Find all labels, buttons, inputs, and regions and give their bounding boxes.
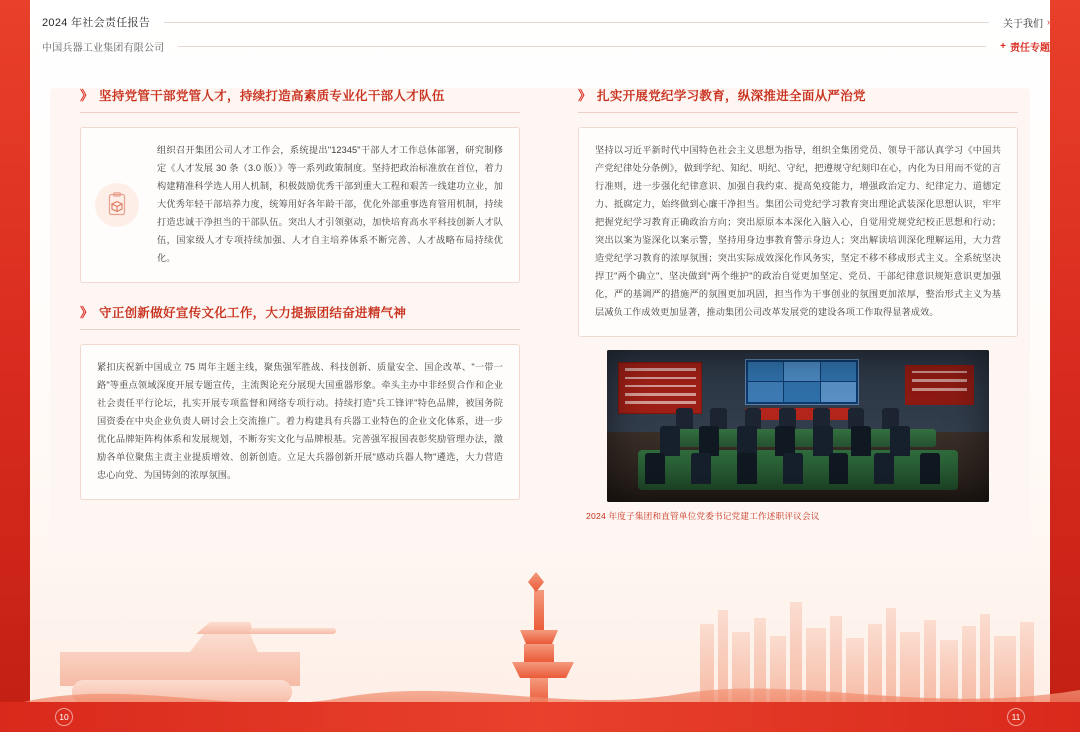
company-name: 中国兵器工业集团有限公司 [42, 42, 165, 54]
clipboard-box-icon [95, 183, 139, 227]
photo-caption: 2024 年度子集团和直管单位党委书记党建工作述职评议会议 [586, 511, 820, 521]
double-chevron-icon: 》 [80, 88, 92, 103]
section-title: 坚持党管干部党管人才，持续打造高素质专业化干部人才队伍 [99, 89, 445, 103]
report-title: 2024 年社会责任报告 [42, 17, 151, 29]
double-chevron-icon: 》 [80, 304, 92, 320]
section-talent-management [80, 88, 520, 283]
nav-responsibility-topic-label: 责任专题 [1010, 42, 1050, 54]
photo-vignette [607, 350, 989, 502]
section-body-text: 组织召开集团公司人才工作会，系统提出"12345"干部人才工作总体部署，研究制修定《人才发展 30 条（3.0 版）》等一系列政策制度。坚持把政治标准放在首位，着力构建精准科学选人用人机制，积极鼓励优秀干部到重大工程和艰苦一线建功立业，加大优秀年轻干部培养力度，统筹用好各年龄干部，优化外部重事选育管用机制，持续打造忠诚干净担当的干部队伍。突出人才引领驱动，加快培育高水平科技创新人才队伍，国家级人才专项持续加强、人才自主培养体系不断完善、人才战略布局持续优化。 [157, 145, 503, 263]
conference-room-photo [607, 350, 989, 502]
section-rule [80, 329, 520, 330]
chevron-right-icon: › [1047, 17, 1050, 27]
section-body-box [80, 127, 520, 283]
header-row-secondary [30, 38, 1050, 54]
section-rule [80, 112, 520, 113]
photo-block [578, 350, 1018, 528]
header-divider-2 [178, 46, 986, 47]
page-number-right: 11 [1011, 712, 1021, 722]
section-rule [578, 112, 1018, 113]
section-title: 扎实开展党纪学习教育，纵深推进全面从严治党 [597, 89, 866, 103]
content-card [50, 88, 1030, 550]
section-title: 守正创新做好宣传文化工作，大力提振团结奋进精气神 [99, 305, 407, 320]
section-publicity-culture [80, 305, 520, 500]
header-divider [164, 22, 989, 23]
right-column [578, 88, 1018, 337]
section-header [80, 305, 520, 321]
nav-about-us-label: 关于我们 [1003, 18, 1043, 30]
nav-about-us[interactable] [1003, 15, 1050, 30]
double-chevron-icon: 》 [578, 88, 590, 103]
section-body-text: 坚持以习近平新时代中国特色社会主义思想为指导，组织全集团党员、领导干部认真学习《中国共产党纪律处分条例》，做到学纪、知纪、明纪、守纪，把遵规守纪刻印在心，内化为日用而不觉的言行准则，进一步强化纪律意识、加强自我约束、提高免疫能力，增强政治定力、纪律定力、道德定力、抵腐定力，始终做到心廉干净担当。集团公司党纪学习教育突出理论武装深化思想认识，牢牢把握党纪学习教育正确政治方向；突出原原本本深化入脑入心，自觉用党规党纪校正思想和行动；突出以案为鉴深化以案示警，坚持用身边事教育警示身边人；突出解读培训深化理解运用，大力营造党纪学习教育的浓厚氛围；突出实际成效深化作风务实，坚定不移不移成形式主义。全系统坚决捍卫"两个确立"、坚决做到"两个维护"的政治自觉更加坚定、党员、干部纪律意识规矩意识更加强化，严的基调严的措施严的氛围更加巩固，担当作为干事创业的氛围更加浓厚，整治形式主义为基层减负工作成效更加显著，推动集团公司改革发展党的建设各项工作取得显著成效。 [595, 145, 1001, 317]
page-number-left: 10 [59, 712, 69, 722]
section-party-discipline-education [578, 88, 1018, 337]
header-row-primary [30, 13, 1050, 31]
plus-icon: + [1000, 40, 1006, 52]
page-header [30, 0, 1050, 62]
left-column [80, 88, 520, 500]
footer-bar [0, 702, 1080, 732]
nav-responsibility-topic[interactable] [1000, 39, 1050, 54]
section-header [80, 88, 520, 104]
section-body-box [578, 127, 1018, 336]
section-header [578, 88, 1018, 104]
section-body-box [80, 344, 520, 500]
section-body-text: 紧扣庆祝新中国成立 75 周年主题主线，聚焦强军胜战、科技创新、质量安全、国企改革、"一带一路"等重点领域深度开展专题宣传，主流舆论充分展现大国重器形象。牵头主办中非经贸合作和企业社会责任平行论坛，扎实开展专项监督和网络专项行动。持续打造"兵工锋评"特色品牌，被国务院国资委在中央企业负责人研讨会上交流推广。着力构建具有兵器工业特色的企业文化体系，进一步优化品牌矩阵构体系和发展规划，不断夯实文化与品牌根基。完善强军报国表彰奖励管理办法，激励各单位聚焦主责主业提质增效、创新创造。立足大兵器创新开展"感动兵器人物"遴选，大力营造忠心向党、为国铸剑的浓厚氛围。 [97, 362, 503, 480]
